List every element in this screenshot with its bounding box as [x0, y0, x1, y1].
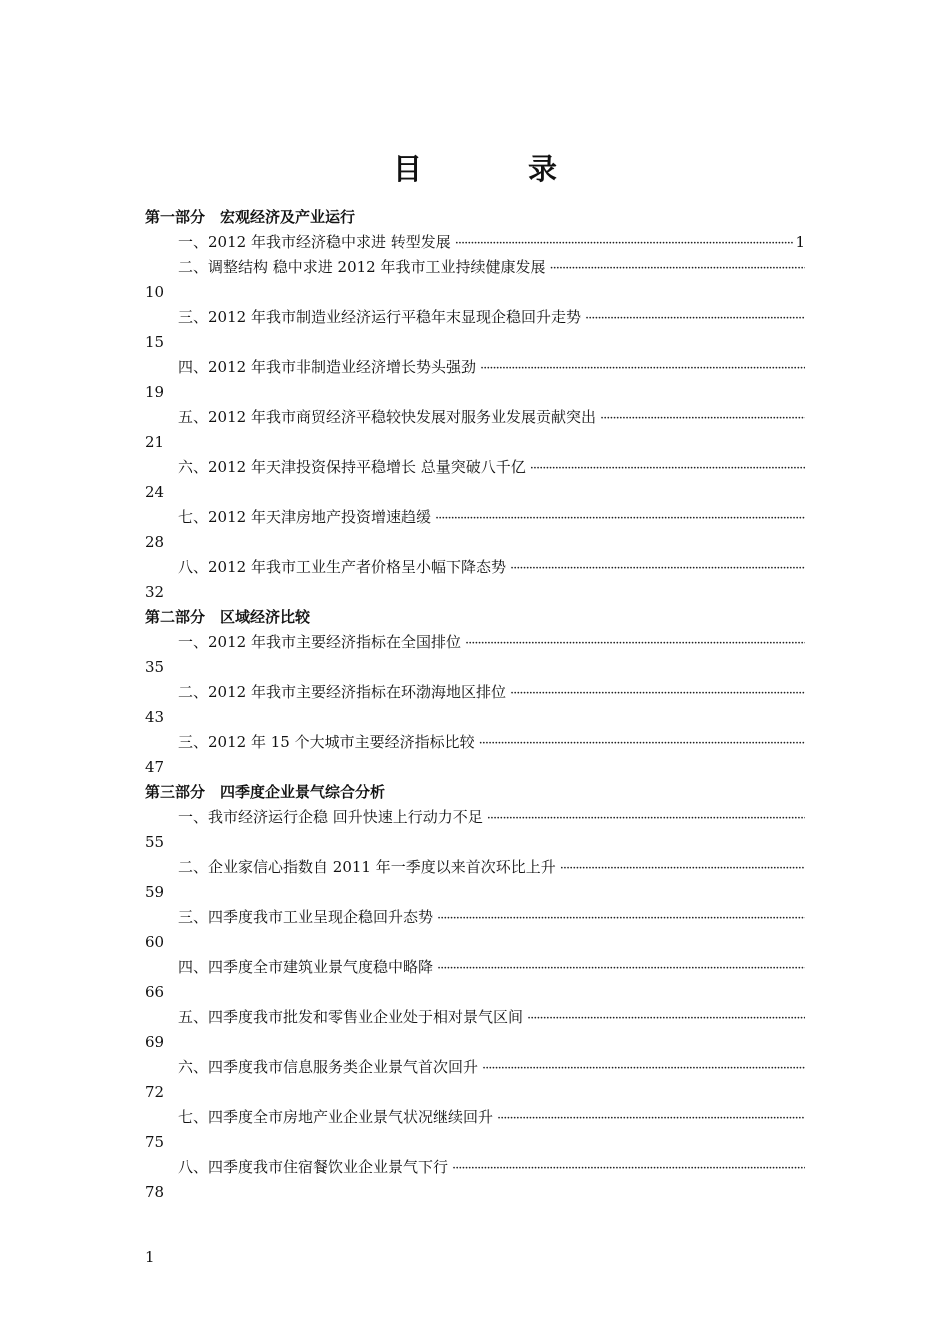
- toc-entry: [145, 405, 805, 455]
- toc-entry-page: 10: [145, 283, 165, 301]
- toc-entry: [145, 905, 805, 955]
- toc-entry: [145, 630, 805, 680]
- toc-entry-page: 55: [145, 833, 165, 851]
- toc-dot-leader: [480, 356, 805, 381]
- toc-entry-title: 二、调整结构 稳中求进 2012 年我市工业持续健康发展: [178, 258, 546, 276]
- toc-entry-page: 59: [145, 883, 165, 901]
- toc-entry: [145, 1055, 805, 1105]
- toc-entry-title: 三、四季度我市工业呈现企稳回升态势: [178, 908, 434, 926]
- toc-dot-leader: [560, 856, 805, 881]
- toc-dot-leader: [585, 306, 805, 331]
- toc-entry-title: 四、四季度全市建筑业景气度稳中略降: [178, 958, 434, 976]
- toc-entry: [145, 730, 805, 780]
- toc-entry: [145, 1155, 805, 1205]
- toc-entry-title: 一、2012 年我市经济稳中求进 转型发展: [178, 233, 451, 251]
- toc-entry: [145, 355, 805, 405]
- toc-dot-leader: [455, 231, 795, 256]
- toc-entry-title: 六、四季度我市信息服务类企业景气首次回升: [178, 1058, 479, 1076]
- toc-entry: [145, 455, 805, 505]
- toc-entry: [145, 305, 805, 355]
- toc-dot-leader: [437, 906, 805, 931]
- toc-entry-title: 二、2012 年我市主要经济指标在环渤海地区排位: [178, 683, 506, 701]
- toc-dot-leader: [465, 631, 805, 656]
- table-of-contents: [145, 205, 805, 1205]
- toc-entry-page: 47: [145, 758, 165, 776]
- toc-entry: [145, 680, 805, 730]
- toc-entry-title: 二、企业家信心指数自 2011 年一季度以来首次环比上升: [178, 858, 556, 876]
- toc-entry-page: 19: [145, 383, 165, 401]
- toc-entry-page: 69: [145, 1033, 165, 1051]
- toc-entry: [145, 805, 805, 855]
- toc-entry-title: 六、2012 年天津投资保持平稳增长 总量突破八千亿: [178, 458, 526, 476]
- toc-dot-leader: [479, 731, 805, 756]
- toc-entry-page: 28: [145, 533, 165, 551]
- toc-entry-title: 一、2012 年我市主要经济指标在全国排位: [178, 633, 461, 651]
- toc-entry-title: 三、2012 年我市制造业经济运行平稳年末显现企稳回升走势: [178, 308, 581, 326]
- toc-entry-title: 八、2012 年我市工业生产者价格呈小幅下降态势: [178, 558, 506, 576]
- toc-entry-page: 15: [145, 333, 165, 351]
- toc-dot-leader: [487, 806, 805, 831]
- toc-entry: [145, 955, 805, 1005]
- toc-entry-page: 21: [145, 433, 165, 451]
- toc-dot-leader: [497, 1106, 805, 1131]
- toc-entry-page: 43: [145, 708, 165, 726]
- toc-entry-page: 32: [145, 583, 165, 601]
- toc-dot-leader: [437, 956, 805, 981]
- toc-dot-leader: [527, 1006, 805, 1031]
- toc-dot-leader: [452, 1156, 805, 1181]
- toc-entry-page: 24: [145, 483, 165, 501]
- toc-entry-title: 七、2012 年天津房地产投资增速趋缓: [178, 508, 431, 526]
- toc-entry-title: 五、四季度我市批发和零售业企业处于相对景气区间: [178, 1008, 524, 1026]
- toc-entry-page: 60: [145, 933, 165, 951]
- toc-entry: [145, 855, 805, 905]
- footer-page-number: 1: [145, 1248, 155, 1266]
- toc-entry-page: 35: [145, 658, 165, 676]
- toc-entry-title: 五、2012 年我市商贸经济平稳较快发展对服务业发展贡献突出: [178, 408, 596, 426]
- toc-entry: [145, 1005, 805, 1055]
- toc-dot-leader: [510, 556, 805, 581]
- toc-entry-title: 八、四季度我市住宿餐饮业企业景气下行: [178, 1158, 449, 1176]
- toc-entry: [145, 1105, 805, 1155]
- toc-entry-page: 78: [145, 1183, 165, 1201]
- toc-part-heading: 第一部分 宏观经济及产业运行: [145, 208, 356, 226]
- toc-entry-title: 四、2012 年我市非制造业经济增长势头强劲: [178, 358, 476, 376]
- toc-entry-title: 三、2012 年 15 个大城市主要经济指标比较: [178, 733, 475, 751]
- toc-entry: [145, 255, 805, 305]
- toc-dot-leader: [549, 256, 805, 281]
- toc-dot-leader: [530, 456, 805, 481]
- toc-entry-page: 75: [145, 1133, 165, 1151]
- toc-entry-page: 72: [145, 1083, 165, 1101]
- toc-entry: [145, 230, 805, 255]
- toc-part-heading: 第三部分 四季度企业景气综合分析: [145, 783, 386, 801]
- toc-entry-page: 1: [795, 233, 805, 251]
- toc-entry-title: 一、我市经济运行企稳 回升快速上行动力不足: [178, 808, 483, 826]
- toc-part-heading: 第二部分 区域经济比较: [145, 608, 311, 626]
- toc-entry: [145, 555, 805, 605]
- toc-entry-page: 66: [145, 983, 165, 1001]
- toc-entry: [145, 505, 805, 555]
- toc-entry-title: 七、四季度全市房地产业企业景气状况继续回升: [178, 1108, 494, 1126]
- page-title: 目 录: [392, 152, 606, 186]
- toc-dot-leader: [600, 406, 805, 431]
- toc-dot-leader: [435, 506, 805, 531]
- toc-dot-leader: [510, 681, 805, 706]
- toc-dot-leader: [482, 1056, 805, 1081]
